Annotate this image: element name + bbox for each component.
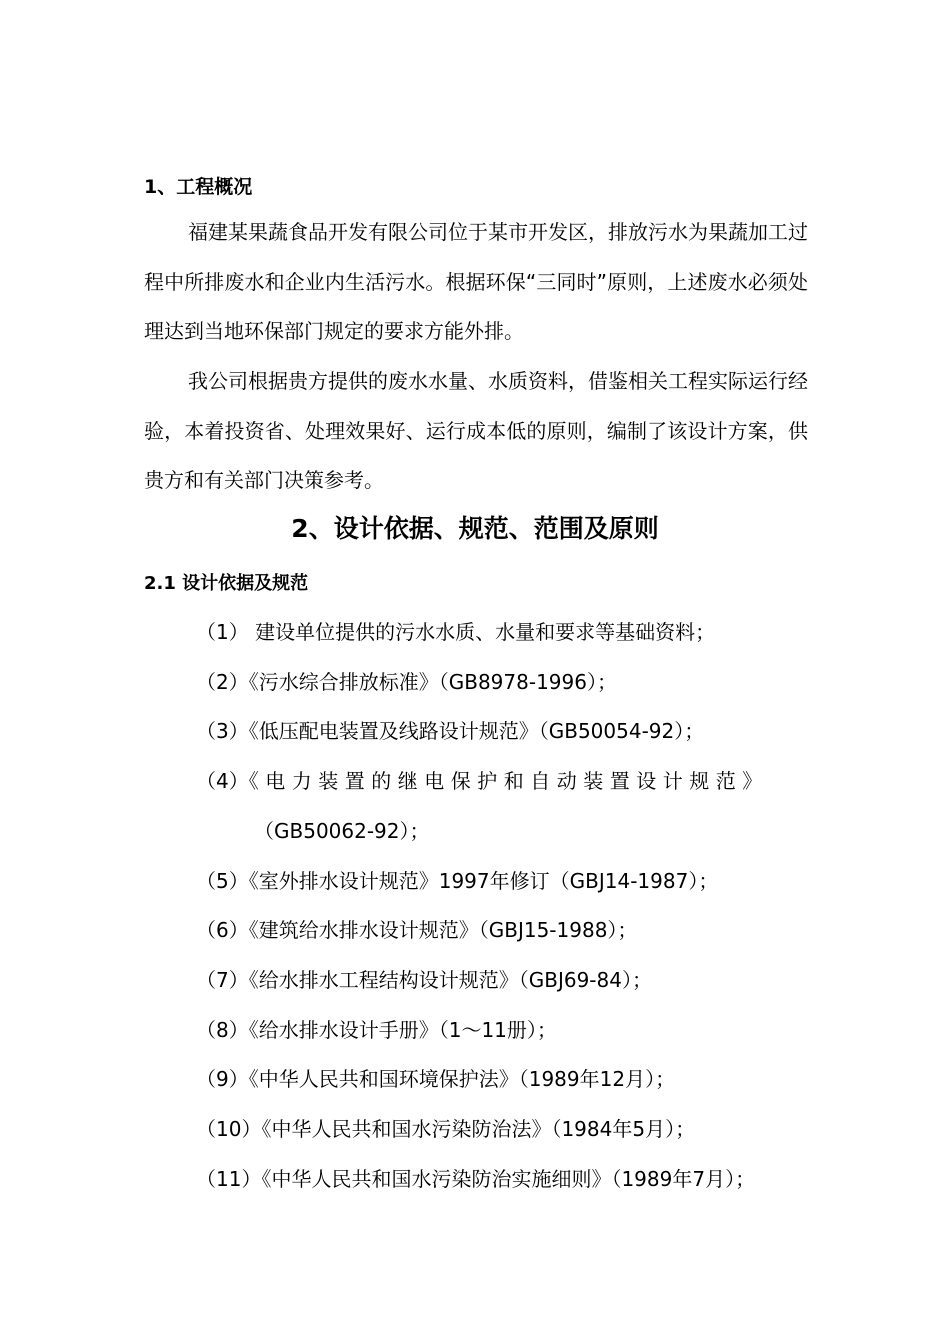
reference-text: 《中华人民共和国水污染防治法》（1984年5月）；	[261, 1117, 696, 1142]
reference-text: 《中华人民共和国水污染防治实施细则》（1989年7月）；	[261, 1166, 756, 1191]
reference-number: （11）	[196, 1166, 262, 1191]
reference-text: 建设单位提供的污水水质、水量和要求等基础资料；	[248, 620, 716, 644]
reference-item	[196, 906, 808, 956]
reference-item	[196, 1006, 808, 1056]
reference-number: （4）	[196, 769, 249, 794]
reference-text-continuation: （GB50062-92）；	[254, 818, 430, 843]
reference-text: 《低压配电装置及线路设计规范》（GB50054-92）；	[248, 719, 705, 744]
reference-item	[196, 1055, 808, 1105]
reference-text: 《给水排水设计手册》（1～11册）；	[248, 1017, 557, 1042]
reference-text: 《室外排水设计规范》1997年修订（GBJ14-1987）；	[248, 868, 719, 893]
reference-item	[196, 707, 808, 757]
paragraph-design-purpose: 我公司根据贵方提供的废水水量、水质资料，借鉴相关工程实际运行经验，本着投资省、处理效果好、运行成本低的原则，编制了该设计方案，供贵方和有关部门决策参考。	[144, 369, 808, 492]
reference-list	[196, 608, 808, 1204]
paragraph-project-overview: 福建某果蔬食品开发有限公司位于某市开发区，排放污水为果蔬加工过程中所排废水和企业内生活污水。根据环保“三同时”原则，上述废水必须处理达到当地环保部门规定的要求方能外排。	[144, 220, 808, 343]
reference-number: （2）	[196, 669, 249, 694]
reference-text: 《给水排水工程结构设计规范》（GBJ69-84）；	[248, 967, 652, 992]
reference-text: 《中华人民共和国环境保护法》（1989年12月）；	[248, 1067, 676, 1092]
reference-number: （9）	[196, 1067, 249, 1092]
reference-number: （8）	[196, 1017, 249, 1042]
reference-text: 《污水综合排放标准》（GB8978-1996）；	[248, 669, 617, 694]
section-heading-project-overview: 1、工程概况	[144, 176, 253, 198]
reference-text: 《电力装置的继电保护和自动装置设计规范》	[248, 769, 769, 794]
reference-item	[196, 1105, 808, 1155]
reference-number: （3）	[196, 719, 249, 744]
section-heading-design-basis: 2、设计依据、规范、范围及原则	[291, 514, 659, 543]
reference-item	[196, 956, 808, 1006]
subsection-heading-design-basis-standards: 2.1 设计依据及规范	[144, 573, 309, 594]
reference-item	[196, 757, 808, 856]
reference-number: （10）	[196, 1117, 262, 1142]
reference-item	[196, 857, 808, 907]
reference-item	[196, 658, 808, 708]
reference-number: （1）	[196, 620, 249, 644]
reference-number: （6）	[196, 918, 249, 943]
reference-text: 《建筑给水排水设计规范》（GBJ15-1988）；	[248, 918, 638, 943]
reference-item	[196, 1155, 808, 1205]
reference-item	[196, 608, 808, 658]
reference-number: （7）	[196, 967, 249, 992]
reference-number: （5）	[196, 868, 249, 893]
